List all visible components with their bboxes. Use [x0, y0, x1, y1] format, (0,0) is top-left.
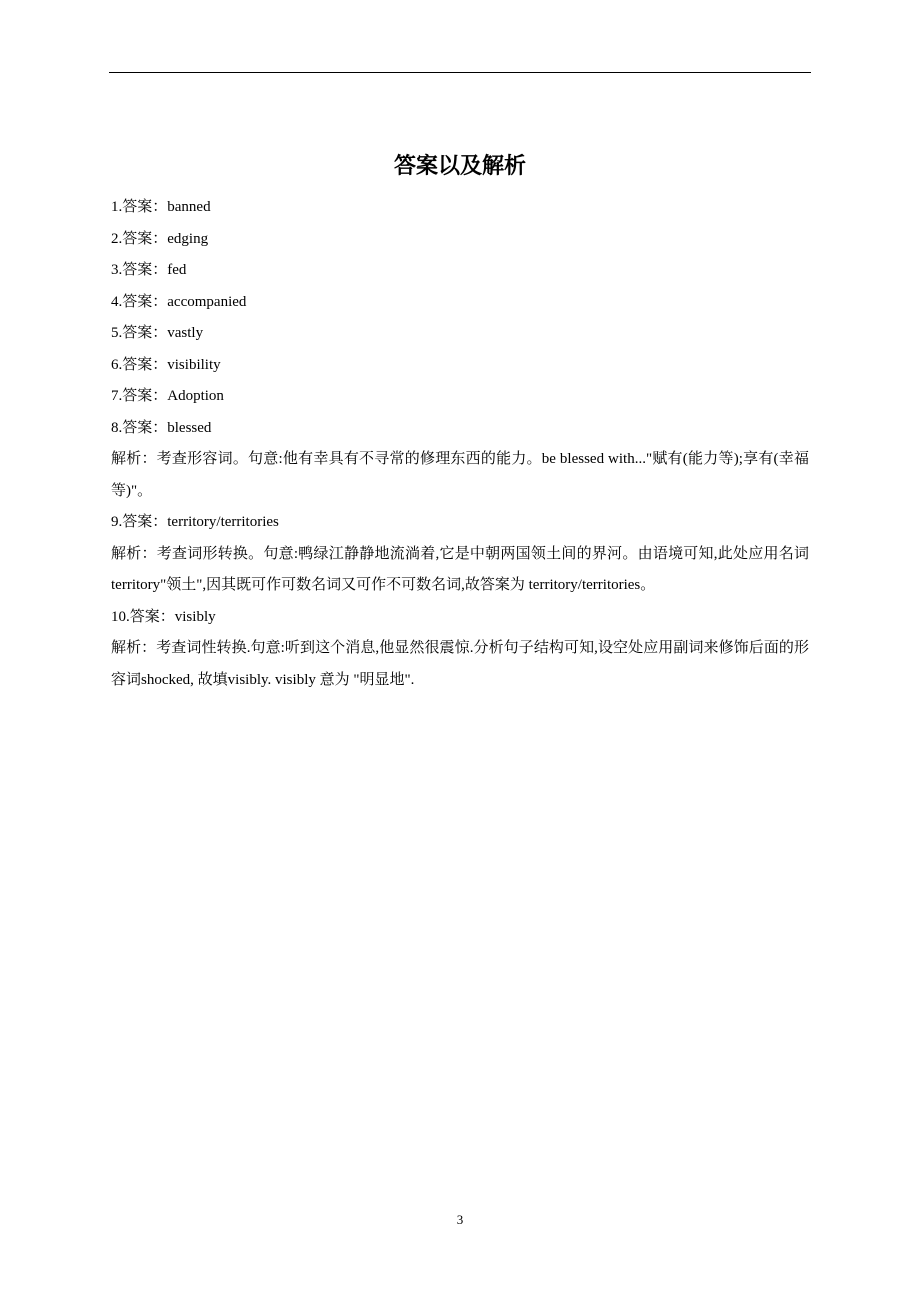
analysis-9: 解析：考查词形转换。句意:鸭绿江静静地流淌着,它是中朝两国领土间的界河。由语境可知,此处应用名词 territory"领土",因其既可作可数名词又可作不可数名词,故答案为 territory/territories。 [111, 545, 809, 593]
answer-label: 9.答案： [111, 514, 168, 530]
answer-value: vastly [167, 325, 204, 341]
answer-item-8 [111, 413, 809, 445]
answer-item-3 [111, 255, 809, 287]
answer-label: 3.答案： [111, 262, 168, 278]
answer-label: 4.答案： [111, 293, 168, 310]
answer-item-2 [111, 224, 809, 256]
analysis-10: 解析：考查词性转换.句意:听到这个消息,他显然很震惊.分析句子结构可知,设空处应用副词来修饰后面的形容词shocked, 故填visibly. visibly 意为 "明显地". [111, 640, 809, 688]
answer-label: 5.答案： [111, 325, 168, 341]
answer-item-10 [111, 602, 809, 634]
answer-item-7 [111, 381, 809, 413]
answer-value: edging [167, 230, 209, 247]
page-number: 3 [456, 1212, 464, 1227]
answer-item-5 [111, 318, 809, 350]
page-title: 答案以及解析 [393, 154, 526, 179]
answer-value: visibly [174, 608, 216, 625]
analysis-8: 解析：考查形容词。句意:他有幸具有不寻常的修理东西的能力。be blessed with..."赋有(能力等);享有(幸福等)"。 [111, 451, 809, 499]
answer-section [111, 192, 809, 696]
answer-value: visibility [167, 356, 221, 373]
answer-item-1 [111, 192, 809, 224]
header-rule [109, 72, 811, 73]
answer-value: blessed [167, 419, 212, 436]
answer-label: 7.答案： [111, 388, 168, 404]
answer-label: 6.答案： [111, 356, 168, 373]
answer-value: fed [167, 262, 187, 278]
answer-value: accompanied [167, 293, 247, 310]
answer-value: Adoption [167, 388, 224, 404]
answer-label: 8.答案： [111, 419, 168, 436]
answer-value: territory/territories [167, 514, 279, 530]
answer-item-9 [111, 507, 809, 539]
answer-item-6 [111, 350, 809, 382]
answer-label: 10.答案： [111, 608, 175, 625]
answer-value: banned [167, 199, 211, 215]
answer-label: 2.答案： [111, 230, 168, 247]
answer-label: 1.答案： [111, 199, 168, 215]
answer-item-4 [111, 287, 809, 319]
